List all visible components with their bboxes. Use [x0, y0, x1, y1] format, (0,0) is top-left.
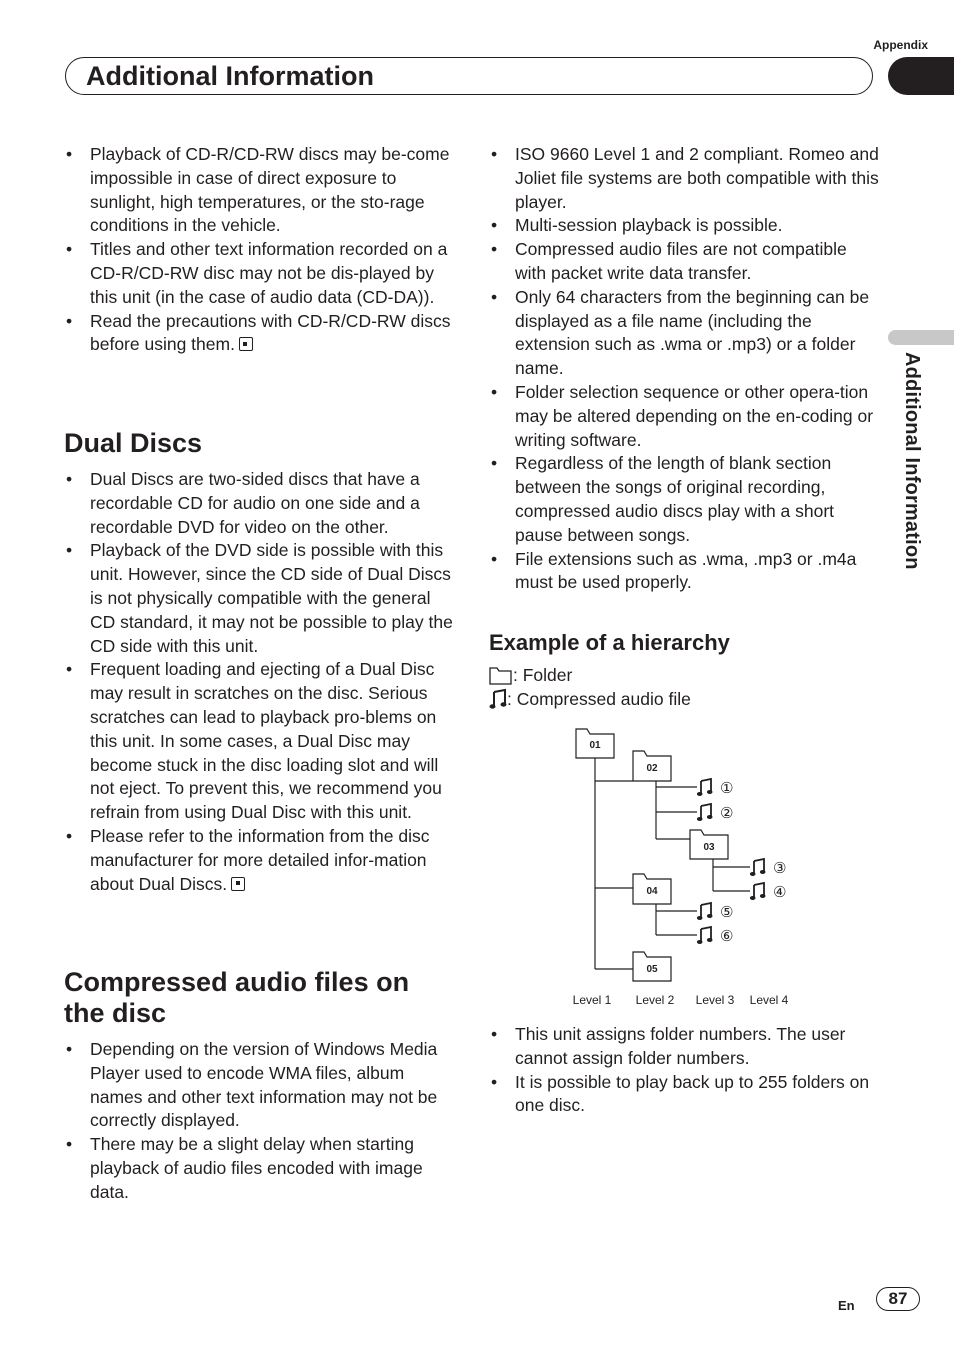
end-mark-icon: [231, 877, 245, 891]
folder-label: 04: [646, 886, 658, 897]
compatibility-list: [489, 143, 881, 595]
list-item: • Titles and other text information recorded on a CD-R/CD-RW disc may not be dis-played by this unit (in the case of audio data (CD-DA)).: [64, 238, 456, 309]
list-item: • Frequent loading and ejecting of a Dual Disc may result in scratches on the disc. Serious scratches can lead to playback pro-blems on this unit. In some cases, a Dual Disc may become stuck in the disc loading slot and will not eject. To prevent this, we recommend you refrain from using Dual Disc with this unit.: [64, 658, 456, 825]
level-label: Level 1: [572, 993, 612, 1007]
list-item: • ISO 9660 Level 1 and 2 compliant. Romeo and Joliet file systems are both compatible with this player.: [489, 143, 881, 214]
hierarchy-diagram: [560, 720, 800, 1020]
list-item: • Playback of CD-R/CD-RW discs may be-come impossible in case of direct exposure to sunlight, high temperatures, or the sto-rage conditions in the vehicle.: [64, 143, 456, 238]
hierarchy-legend: [489, 664, 691, 711]
list-item: • Dual Discs are two-sided discs that have a recordable CD for audio on one side and a recordable DVD for video on the other.: [64, 468, 456, 539]
side-tab-marker: [888, 330, 954, 345]
chapter-tab: [888, 57, 954, 95]
page-number: 87: [876, 1287, 920, 1311]
list-item: • Read the precautions with CD-R/CD-RW discs before using them.: [64, 310, 456, 358]
list-item: • Regardless of the length of blank section between the songs of original recording, compressed audio discs play with a short pause between songs.: [489, 452, 881, 547]
folder-label: 01: [589, 740, 601, 751]
compressed-audio-list: [64, 1038, 456, 1205]
list-item: • Compressed audio files are not compatible with packet write data transfer.: [489, 238, 881, 286]
intro-list: [64, 143, 456, 357]
appendix-label: Appendix: [873, 38, 928, 52]
hierarchy-heading: Example of a hierarchy: [489, 630, 730, 655]
file-number: ④: [773, 883, 787, 901]
list-item: • Playback of the DVD side is possible with this unit. However, since the CD side of Dual Discs is not physically compatible with the general CD standard, it may not be possible to play the CD side with this unit.: [64, 539, 456, 658]
legend-audio-file: : Compressed audio file: [489, 688, 691, 712]
page-title: Additional Information: [86, 61, 374, 91]
folder-label: 05: [646, 964, 658, 975]
music-note-icon: [489, 688, 507, 710]
music-note-icon: [750, 859, 766, 876]
file-number: ⑥: [720, 927, 734, 945]
list-item: • Only 64 characters from the beginning can be displayed as a file name (including the extension such as .wma or .mp3) or a folder name.: [489, 286, 881, 381]
list-item: • Please refer to the information from the disc manufacturer for more detailed infor-mation about Dual Discs.: [64, 825, 456, 896]
file-number: ②: [720, 804, 734, 822]
file-number: ③: [773, 859, 787, 877]
list-item: • It is possible to play back up to 255 folders on one disc.: [489, 1071, 881, 1119]
folder-icon: [489, 666, 513, 686]
list-item: • Folder selection sequence or other opera-tion may be altered depending on the en-coding or writing software.: [489, 381, 881, 452]
dual-discs-list: [64, 468, 456, 896]
music-note-icon: [697, 927, 713, 944]
header-bar: [65, 57, 873, 95]
language-label: En: [838, 1298, 855, 1313]
folder-notes-list: [489, 1023, 881, 1118]
list-item: • Depending on the version of Windows Media Player used to encode WMA files, album names and other text information may not be correctly displayed.: [64, 1038, 456, 1133]
list-item: • Multi-session playback is possible.: [489, 214, 881, 238]
music-note-icon: [697, 804, 713, 821]
folder-label: 02: [646, 763, 658, 774]
dual-discs-heading: Dual Discs: [64, 428, 203, 458]
compressed-audio-heading: Compressed audio files on the disc: [64, 967, 410, 1028]
list-item: • There may be a slight delay when starting playback of audio files encoded with image data.: [64, 1133, 456, 1204]
legend-folder: : Folder: [489, 664, 691, 688]
music-note-icon: [697, 779, 713, 796]
music-note-icon: [697, 903, 713, 920]
file-number: ①: [720, 779, 734, 797]
file-number: ⑤: [720, 903, 734, 921]
list-item: • This unit assigns folder numbers. The user cannot assign folder numbers.: [489, 1023, 881, 1071]
end-mark-icon: [239, 337, 253, 351]
folder-label: 03: [703, 842, 715, 853]
music-note-icon: [750, 883, 766, 900]
side-section-label: Additional Information: [901, 352, 923, 570]
level-label: Level 2: [635, 993, 675, 1007]
list-item: • File extensions such as .wma, .mp3 or .m4a must be used properly.: [489, 548, 881, 596]
level-label: Level 3: [695, 993, 735, 1007]
level-label: Level 4: [749, 993, 789, 1007]
